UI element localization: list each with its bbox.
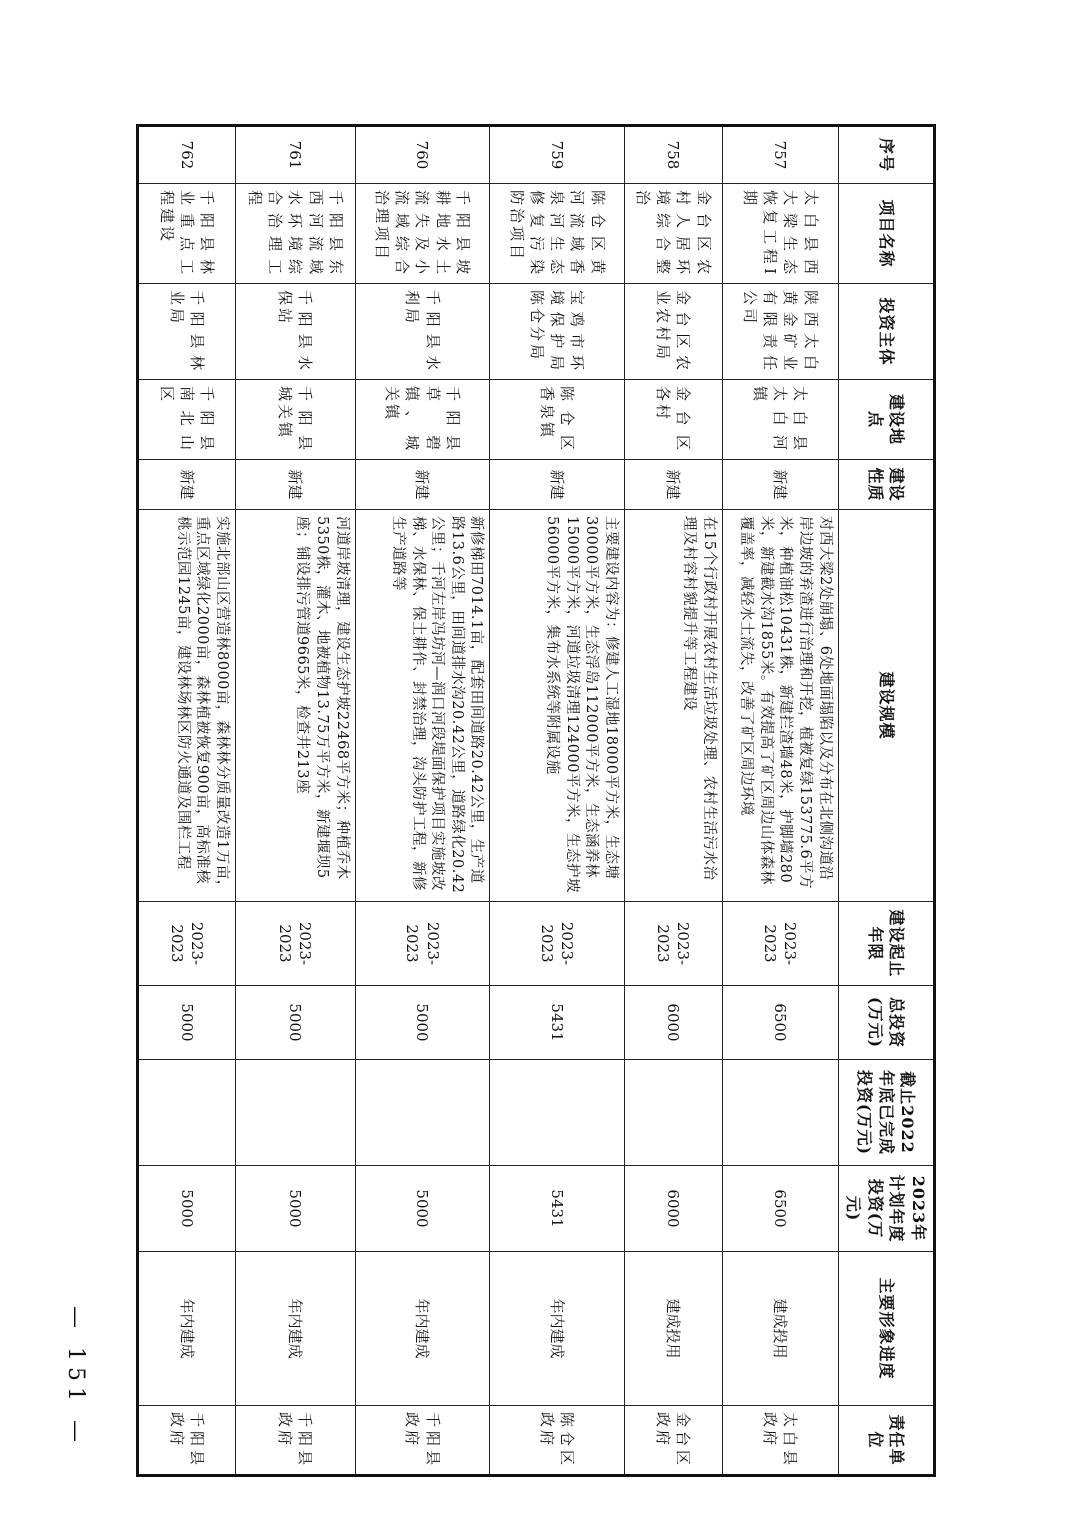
cell-progress: 建成投用 (722, 1252, 838, 1406)
cell-total-investment: 5000 (138, 986, 236, 1060)
cell-project-name: 陈仓区黄河流域香泉河生态修复污染防治项目 (490, 184, 625, 284)
header-years: 建设起止年限 (838, 902, 934, 986)
cell-investor: 千阳县水保站 (235, 284, 355, 380)
cell-project-name: 千阳县林业重点工程建设 (138, 184, 236, 284)
cell-responsible-unit: 千阳县政府 (138, 1406, 236, 1476)
cell-planned-investment: 6000 (624, 1166, 722, 1252)
cell-total-investment: 5000 (355, 986, 490, 1060)
cell-location: 太白县太白河镇 (722, 380, 838, 460)
header-total-investment: 总投资(万元) (838, 986, 934, 1060)
table-header-row (838, 126, 934, 1476)
cell-completed-investment (722, 1060, 838, 1166)
cell-project-name: 千阳县坡耕地水土流失及小流域综合治理项目 (355, 184, 490, 284)
header-planned-investment: 2023年计划年度投资(万元) (838, 1166, 934, 1252)
cell-total-investment: 6500 (722, 986, 838, 1060)
cell-scale: 实施北部山区营造林8000亩，森林林分质量改造1万亩，重点区域绿化2000亩，森林植被恢复900亩，高标准核桃示范园1245亩，建设林场林区防火通道及围栏工程 (138, 510, 236, 902)
cell-project-name: 太白县西大梁生态恢复工程I期 (722, 184, 838, 284)
header-scale: 建设规模 (838, 510, 934, 902)
cell-location: 千阳县南北山区 (138, 380, 236, 460)
cell-planned-investment: 5000 (235, 1166, 355, 1252)
cell-investor: 金台区农业农村局 (624, 284, 722, 380)
cell-total-investment: 5000 (235, 986, 355, 1060)
cell-progress: 年内建成 (235, 1252, 355, 1406)
cell-serial: 757 (722, 126, 838, 184)
cell-serial: 760 (355, 126, 490, 184)
table-row (355, 126, 490, 1476)
header-progress: 主要形象进度 (838, 1252, 934, 1406)
cell-years: 2023-2023 (355, 902, 490, 986)
cell-years: 2023-2023 (722, 902, 838, 986)
cell-scale: 主要建设内容为：修建人工湿地18000平方米，生态塘30000平方米，生态浮岛112000平方米，生态涵养林15000平方米，河道垃圾清理124000平方米，生态护坡56000平方米，集布水系统等附属设施 (490, 510, 625, 902)
cell-nature: 新建 (624, 460, 722, 510)
cell-total-investment: 5431 (490, 986, 625, 1060)
cell-project-name: 金台区农村人居环境综合整治 (624, 184, 722, 284)
header-project-name: 项目名称 (838, 184, 934, 284)
table-row (722, 126, 838, 1476)
cell-years: 2023-2023 (235, 902, 355, 986)
cell-total-investment: 6000 (624, 986, 722, 1060)
header-completed-investment: 截止2022年底已完成投资(万元) (838, 1060, 934, 1166)
cell-scale: 在15个行政村开展农村生活垃圾处理、农村生活污水治理及村容村貌提升等工程建设 (624, 510, 722, 902)
cell-project-name: 千阳县东西河流域水环境综合治理工程 (235, 184, 355, 284)
cell-investor: 陕西太白黄金矿业有限责任公司 (722, 284, 838, 380)
cell-nature: 新建 (355, 460, 490, 510)
cell-completed-investment (490, 1060, 625, 1166)
cell-responsible-unit: 陈仓区政府 (490, 1406, 625, 1476)
cell-years: 2023-2023 (138, 902, 236, 986)
header-responsible-unit: 责任单位 (838, 1406, 934, 1476)
cell-scale: 对西大梁2处崩塌、6处地面塌陷以及分布在北侧沟道沿岸边坡的弃渣进行治理和开挖，植被复绿153775.6平方米，种植油松10431株，新建拦渣墙48米，护脚墙280米，新建截水沟1855米。有效提高了矿区周边山体森林覆盖率，减轻水土流失，改善了矿区周边环境 (722, 510, 838, 902)
cell-completed-investment (624, 1060, 722, 1166)
cell-completed-investment (235, 1060, 355, 1166)
cell-progress: 年内建成 (355, 1252, 490, 1406)
cell-progress: 年内建成 (138, 1252, 236, 1406)
cell-nature: 新建 (138, 460, 236, 510)
cell-investor: 千阳县水利局 (355, 284, 490, 380)
cell-scale: 河道岸坡清理，建设生态护坡22468平方米；种植乔木5350株，灌木、地被植物13.75万平方米，新建堰坝5座；铺设排污管道9665米，检查井213座 (235, 510, 355, 902)
cell-progress: 年内建成 (490, 1252, 625, 1406)
cell-years: 2023-2023 (490, 902, 625, 986)
header-serial: 序号 (838, 126, 934, 184)
cell-progress: 建成投用 (624, 1252, 722, 1406)
cell-location: 金台区各村 (624, 380, 722, 460)
cell-planned-investment: 5431 (490, 1166, 625, 1252)
cell-serial: 759 (490, 126, 625, 184)
project-table (136, 124, 936, 1477)
table-row (624, 126, 722, 1476)
page-number: — 151 — (63, 1306, 88, 1448)
cell-location: 陈仓区香泉镇 (490, 380, 625, 460)
table-row (138, 126, 236, 1476)
table-row (235, 126, 355, 1476)
cell-completed-investment (355, 1060, 490, 1166)
cell-serial: 761 (235, 126, 355, 184)
cell-years: 2023-2023 (624, 902, 722, 986)
cell-completed-investment (138, 1060, 236, 1166)
cell-location: 千阳县草碧镇、城关镇 (355, 380, 490, 460)
cell-responsible-unit: 金台区政府 (624, 1406, 722, 1476)
cell-planned-investment: 5000 (355, 1166, 490, 1252)
cell-nature: 新建 (490, 460, 625, 510)
header-location: 建设地点 (838, 380, 934, 460)
header-investor: 投资主体 (838, 284, 934, 380)
cell-location: 千阳县城关镇 (235, 380, 355, 460)
cell-nature: 新建 (722, 460, 838, 510)
cell-planned-investment: 5000 (138, 1166, 236, 1252)
cell-investor: 宝鸡市环境保护局陈仓分局 (490, 284, 625, 380)
cell-planned-investment: 6500 (722, 1166, 838, 1252)
cell-responsible-unit: 千阳县政府 (235, 1406, 355, 1476)
cell-responsible-unit: 太白县政府 (722, 1406, 838, 1476)
cell-investor: 千阳县林业局 (138, 284, 236, 380)
header-nature: 建设性质 (838, 460, 934, 510)
cell-serial: 758 (624, 126, 722, 184)
cell-serial: 762 (138, 126, 236, 184)
cell-nature: 新建 (235, 460, 355, 510)
cell-scale: 新修梯田7014.1亩，配套田间道路20.42公里，生产道路13.6公里，田间道排水沟20.42公里，道路绿化20.42公里；千河左岸冯坊河—润口河段堤面保护项目实施坡改梯、水保林、保土耕作、封禁治理，沟头防护工程，新修生产道路等 (355, 510, 490, 902)
table-row (490, 126, 625, 1476)
cell-responsible-unit: 千阳县政府 (355, 1406, 490, 1476)
